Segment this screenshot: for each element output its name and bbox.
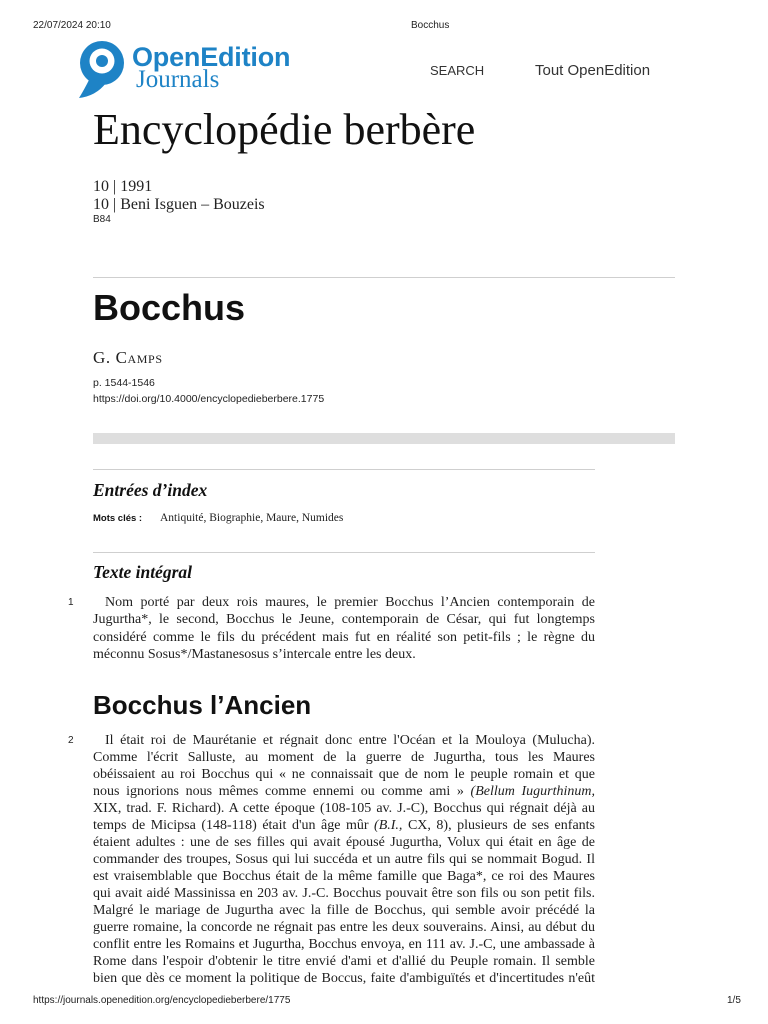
paragraph-line	[93, 868, 595, 885]
toolbar-placeholder-bar	[93, 433, 675, 444]
print-footer-url: https://journals.openedition.org/encyclopedieberbere/1775	[33, 995, 291, 1006]
keyword-separator: ,	[260, 512, 267, 524]
text-segment: est vraisemblable que Bocchus était de la même famille que Baga*, ce roi des Maures	[93, 869, 595, 884]
paragraph-line	[93, 611, 595, 628]
paragraph-line	[93, 766, 595, 783]
text-segment: bien que dès ce moment la politique de Boccus, faite d'ambiguïtés et d'incertitudes n'eût	[93, 971, 595, 986]
openedition-logo-icon	[74, 40, 130, 100]
keyword-link[interactable]: Numides	[301, 512, 344, 524]
text-segment: commander des troupes, Sosus qui lui succéda et un autre fils qui se nommait Bogud. Il	[93, 852, 595, 867]
print-page-number: 1/5	[727, 995, 741, 1006]
article-title: Bocchus	[93, 287, 246, 328]
page-range: p. 1544-1546	[93, 377, 155, 389]
keywords-label: Mots clés :	[93, 513, 143, 524]
paragraph	[93, 732, 595, 987]
section-heading: Bocchus l’Ancien	[93, 690, 312, 720]
text-segment: guerre romaine, la concorde ne régnait pas entre les deux souverains. Ainsi, au début du	[93, 920, 595, 935]
issue-link[interactable]: 10 | 1991	[93, 178, 153, 195]
italic-citation: (B.I.,	[374, 818, 403, 833]
search-link[interactable]: SEARCH	[430, 63, 485, 78]
keywords-list	[160, 513, 343, 525]
text-segment: Nom porté par deux rois maures, le premier Bocchus l’Ancien contemporain de	[105, 595, 595, 610]
journal-title[interactable]: Encyclopédie berbère	[93, 105, 476, 154]
text-segment: considéré comme le fils du précédent mais fut en réalité son petit-fils ; le règne du	[93, 629, 595, 645]
italic-citation: (Bellum Iugurthinum,	[470, 784, 595, 799]
paragraph-number: 2	[68, 735, 74, 746]
paragraph-line	[93, 936, 595, 953]
paragraph-line	[93, 885, 595, 902]
text-segment: obéissaient au roi Bocchus qui « ne connaissait que de nom le peuple romain et que	[93, 767, 595, 782]
paragraph-line	[93, 817, 595, 834]
keyword-separator: ,	[296, 512, 302, 524]
volume-link[interactable]: 10 | Beni Isguen – Bouzeis	[93, 196, 265, 213]
paragraph	[93, 594, 595, 663]
keyword-link[interactable]: Antiquité	[160, 512, 204, 524]
paragraph-line	[93, 834, 595, 851]
paragraph-line	[93, 629, 595, 646]
text-segment: conflit entre les Romains et Jugurtha, Bocchus envoya, en 111 av. J.-C, une ambassade à	[93, 937, 595, 952]
keyword-link[interactable]: Maure	[266, 512, 297, 524]
paragraph-line	[93, 851, 595, 868]
brand-name: OpenEdition	[132, 42, 291, 72]
paragraph-line	[93, 919, 595, 936]
paragraph-line	[93, 783, 595, 800]
paragraph-number: 1	[68, 597, 74, 608]
index-divider	[93, 469, 595, 470]
paragraph-line	[93, 749, 595, 766]
keyword-separator: ,	[203, 512, 210, 524]
text-segment: étaient adultes : une de ses filles qui avait épousé Jugurtha, Volux qui était en âge de	[93, 835, 595, 850]
fulltext-heading: Texte intégral	[93, 562, 193, 582]
text-segment: Il était roi de Maurétanie et régnait donc entre l'Océan et la Mouloya (Mulucha).	[105, 733, 595, 748]
paragraph-line	[93, 646, 595, 663]
text-segment: Malgré le mariage de Jugurtha avec la fille de Bocchus, qui semble avoir précédé la	[93, 903, 595, 918]
index-heading: Entrées d’index	[93, 480, 208, 500]
tout-openedition-link[interactable]: Tout OpenEdition	[535, 62, 651, 79]
paragraph-line	[93, 800, 595, 817]
print-datetime: 22/07/2024 20:10	[33, 20, 111, 31]
text-segment: Jugurtha*, le second, Bocchus le Jeune, contemporain de César, qui fut longtemps	[93, 612, 595, 628]
header-divider	[93, 277, 675, 278]
article-code: B84	[93, 214, 111, 225]
print-page-title: Bocchus	[411, 20, 450, 31]
doi-link[interactable]: https://doi.org/10.4000/encyclopedieberbere.1775	[93, 393, 325, 405]
openedition-journals-logo-link[interactable]	[72, 38, 302, 102]
fulltext-divider	[93, 552, 595, 553]
author-link[interactable]: G. Camps	[93, 348, 163, 367]
brand-subtitle: Journals	[136, 66, 220, 93]
text-segment: méconnu Sosus*/Mastanesosus s’intercale entre les deux.	[93, 646, 416, 662]
paragraph-line	[93, 970, 595, 987]
text-segment: XIX, trad. F. Richard). A cette époque (108-105 av. J.-C), Bocchus qui régnait déjà au	[93, 801, 595, 816]
paragraph-line	[93, 594, 595, 611]
text-segment: nous ignorions nous mêmes comme ennemi ou comme ami »	[93, 784, 471, 799]
text-segment: Rome dans l'espoir d'obtenir le titre envié d'ami et d'allié du Peuple romain. Il semble	[93, 954, 595, 969]
keyword-link[interactable]: Biographie	[209, 512, 261, 524]
paragraph-line	[93, 732, 595, 749]
text-segment: Comme l'écrit Salluste, au moment de la guerre de Jugurtha, tous les Maures	[93, 750, 595, 765]
text-segment: temps de Micipsa (148-118) était d'un âge mûr	[93, 818, 375, 833]
text-segment: CX, 8), plusieurs de ses enfants	[402, 818, 595, 833]
text-segment: qui avait aidé Massinissa en 203 av. J.-C. Bocchus pouvait être son fils ou son petit fils.	[93, 886, 595, 901]
paragraph-line	[93, 953, 595, 970]
paragraph-line	[93, 902, 595, 919]
